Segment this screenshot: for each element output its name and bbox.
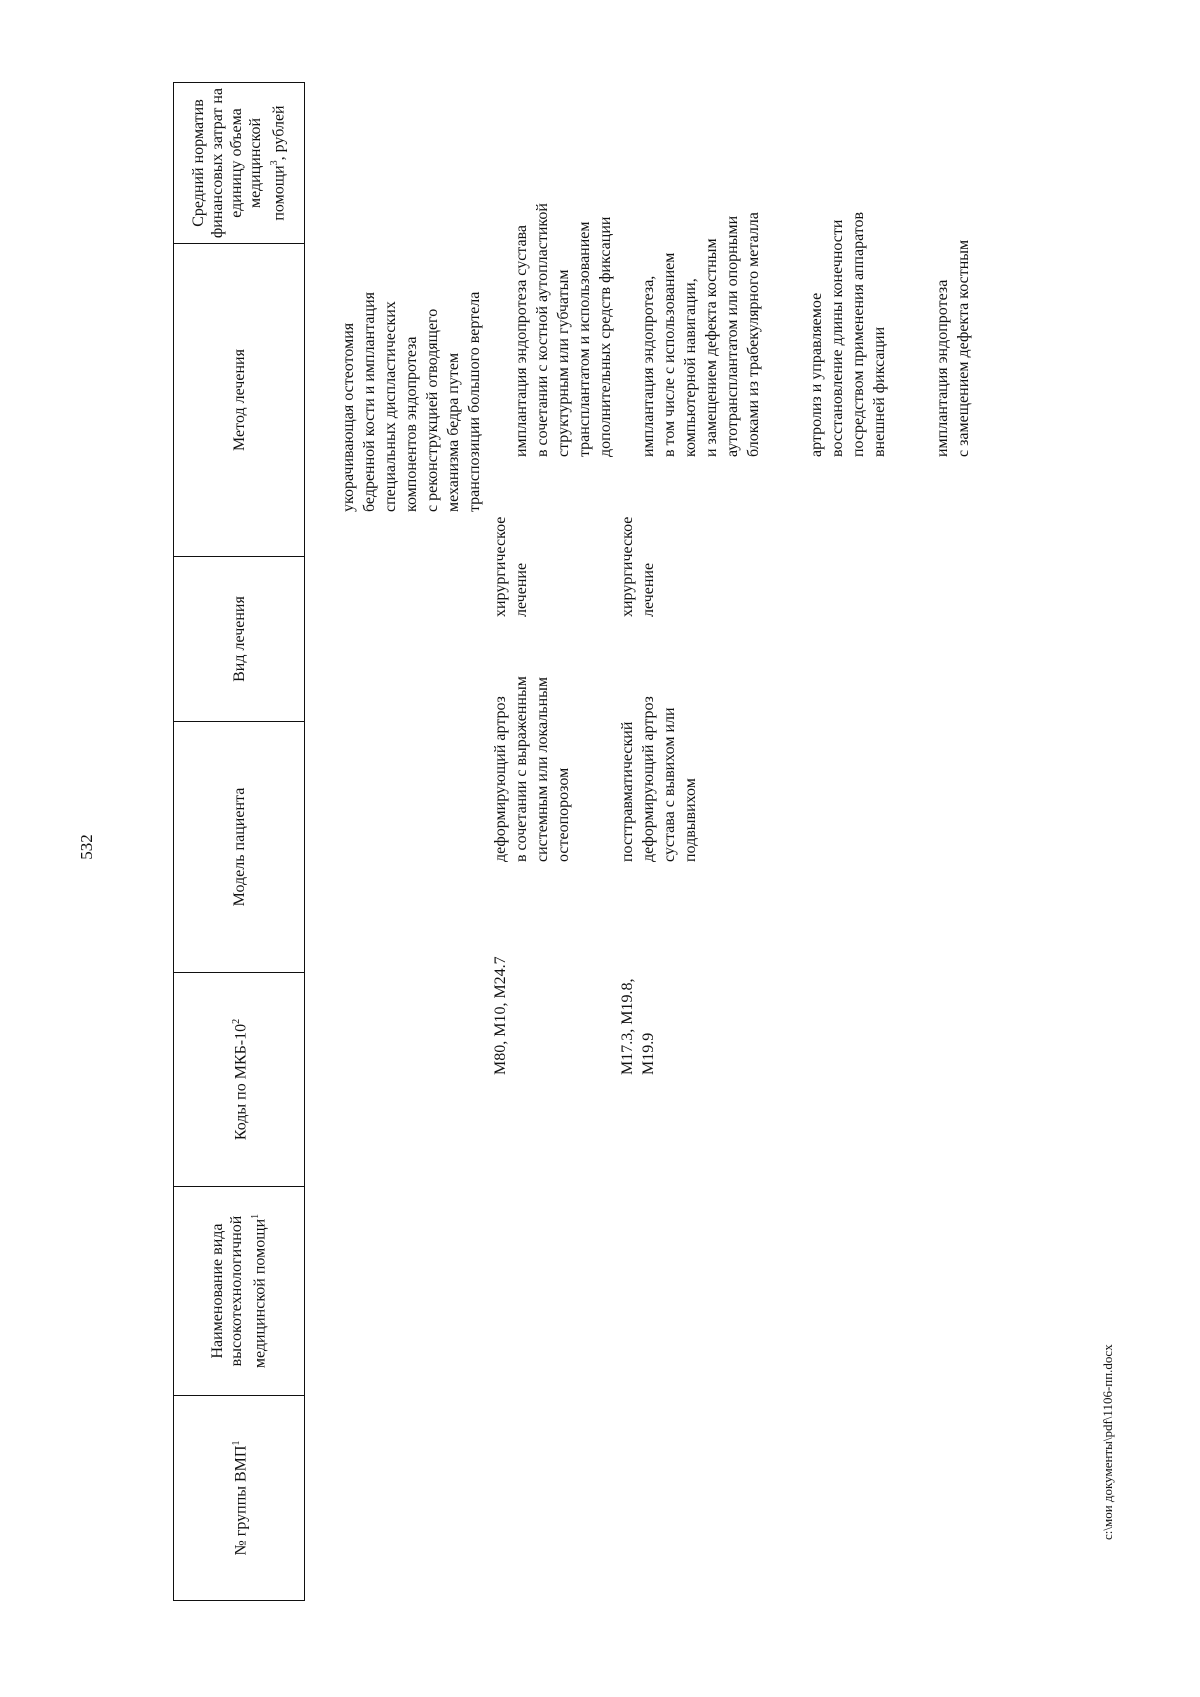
row-2-model: посттравматический деформирующий артроз сустава с вывихом или подвывихом [619,696,699,862]
header-treatment-type: Вид лечения [174,557,305,722]
header-model: Модель пациента [174,722,305,973]
header-name: Наименование вида высокотехнологичной медицинской помощи$^1$ [174,1187,305,1396]
row-1-model: деформирующий артроз в сочетании с выраженным системным или локальным остеопорозом [492,676,572,862]
footer-path: c:\мои документы\pdf\1106-пп.docx [1100,1344,1115,1540]
header-group-no: № группы ВМП$^1$ [174,1396,305,1601]
table-header [173,82,305,1601]
header-cost: Средний норматив финансовых затрат на единицу объема медицинской помощи$^3$, рублей [174,83,305,244]
method-item: имплантация эндопротеза сустава в сочетании с костной аутопластикой структурным или губчатым трансплантатом и использованием дополнительных средств фиксации [513,203,614,457]
row-1-codes: M80, M10, M24.7 [492,956,509,1075]
method-item: имплантация эндопротеза, в том числе с использованием компьютерной навигации, и замещением дефекта костным аутотрансплантатом или опорными блоками из трабекулярного металла [640,212,762,457]
method-item: имплантация эндопротеза с замещением дефекта костным [934,239,972,457]
row-2-method [617,127,1016,457]
row-1-treatment-type: хирургическое лечение [492,516,530,617]
header-method: Метод лечения [174,244,305,557]
method-item: артролиз и управляемое восстановление длины конечности посредством применения аппаратов внешней фиксации [808,211,888,457]
header-codes: Коды по МКБ-$10^2$ [174,973,305,1187]
page-number: 532 [77,834,96,860]
row-2-treatment-type: хирургическое лечение [619,516,657,617]
row-2-codes: M17.3, M19.8, M19.9 [619,978,657,1075]
method-item: укорачивающая остеотомия бедренной кости и имплантация специальных диспластических компонентов эндопротеза с реконструкцией отводящего механизма бедра путем транспозиции большого вертела [340,291,483,512]
